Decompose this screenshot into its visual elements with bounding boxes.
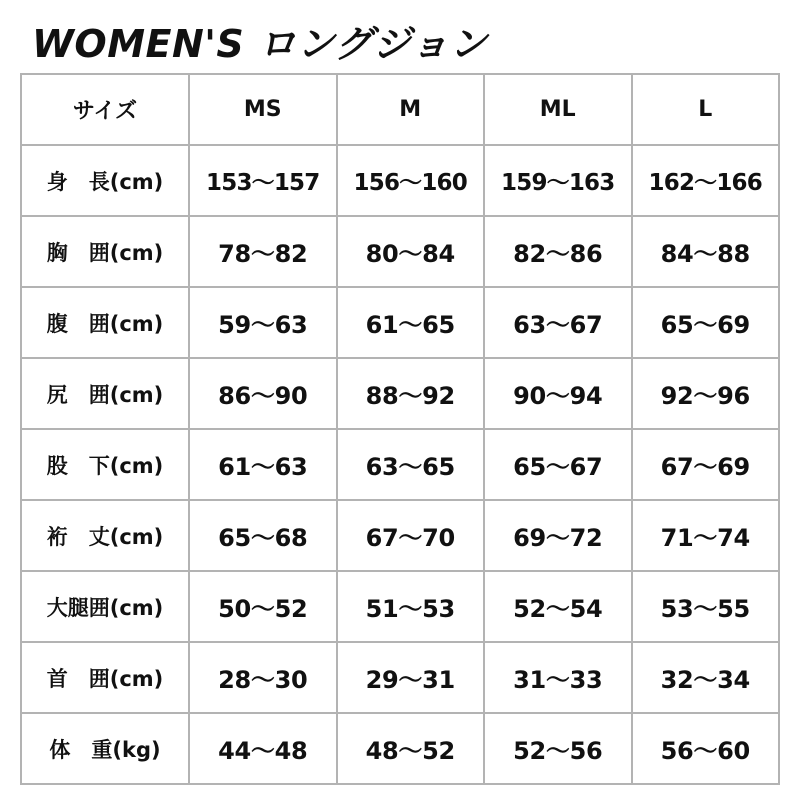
table-cell: 32〜34 xyxy=(632,642,780,713)
table-cell: 80〜84 xyxy=(337,216,485,287)
table-row-thigh xyxy=(21,571,779,642)
table-cell: 61〜65 xyxy=(337,287,485,358)
table-cell: 84〜88 xyxy=(632,216,780,287)
table-cell: 67〜69 xyxy=(632,429,780,500)
table-cell: 59〜63 xyxy=(189,287,337,358)
table-cell: 61〜63 xyxy=(189,429,337,500)
table-cell: 159〜163 xyxy=(484,145,632,216)
table-cell: 156〜160 xyxy=(337,145,485,216)
table-cell: 69〜72 xyxy=(484,500,632,571)
table-cell: 63〜65 xyxy=(337,429,485,500)
row-label: 体 重(kg) xyxy=(21,713,189,784)
table-cell: 51〜53 xyxy=(337,571,485,642)
header-l: L xyxy=(632,74,780,145)
table-cell: 53〜55 xyxy=(632,571,780,642)
table-cell: 65〜67 xyxy=(484,429,632,500)
header-ms: MS xyxy=(189,74,337,145)
header-size-label: サイズ xyxy=(21,74,189,145)
row-label: 身 長(cm) xyxy=(21,145,189,216)
table-cell: 65〜69 xyxy=(632,287,780,358)
table-cell: 44〜48 xyxy=(189,713,337,784)
table-cell: 162〜166 xyxy=(632,145,780,216)
row-label: 裄 丈(cm) xyxy=(21,500,189,571)
table-row-sleeve xyxy=(21,500,779,571)
row-label: 腹 囲(cm) xyxy=(21,287,189,358)
table-cell: 31〜33 xyxy=(484,642,632,713)
table-cell: 86〜90 xyxy=(189,358,337,429)
table-cell: 48〜52 xyxy=(337,713,485,784)
table-cell: 65〜68 xyxy=(189,500,337,571)
table-cell: 67〜70 xyxy=(337,500,485,571)
table-cell: 52〜54 xyxy=(484,571,632,642)
table-cell: 88〜92 xyxy=(337,358,485,429)
row-label: 尻 囲(cm) xyxy=(21,358,189,429)
table-row-chest xyxy=(21,216,779,287)
size-chart-table xyxy=(20,73,780,785)
table-cell: 153〜157 xyxy=(189,145,337,216)
table-cell: 92〜96 xyxy=(632,358,780,429)
table-row-weight xyxy=(21,713,779,784)
table-cell: 82〜86 xyxy=(484,216,632,287)
table-cell: 90〜94 xyxy=(484,358,632,429)
table-header-row xyxy=(21,74,779,145)
table-cell: 56〜60 xyxy=(632,713,780,784)
table-cell: 28〜30 xyxy=(189,642,337,713)
table-row-waist xyxy=(21,287,779,358)
row-label: 股 下(cm) xyxy=(21,429,189,500)
table-cell: 29〜31 xyxy=(337,642,485,713)
header-ml: ML xyxy=(484,74,632,145)
row-label: 大腿囲(cm) xyxy=(21,571,189,642)
table-row-inseam xyxy=(21,429,779,500)
table-cell: 63〜67 xyxy=(484,287,632,358)
table-cell: 50〜52 xyxy=(189,571,337,642)
table-cell: 52〜56 xyxy=(484,713,632,784)
row-label: 首 囲(cm) xyxy=(21,642,189,713)
header-m: M xyxy=(337,74,485,145)
table-row-neck xyxy=(21,642,779,713)
page-title: WOMEN'S ロングジョン xyxy=(32,22,488,66)
row-label: 胸 囲(cm) xyxy=(21,216,189,287)
table-cell: 71〜74 xyxy=(632,500,780,571)
table-cell: 78〜82 xyxy=(189,216,337,287)
table-row-hip xyxy=(21,358,779,429)
table-row-height xyxy=(21,145,779,216)
